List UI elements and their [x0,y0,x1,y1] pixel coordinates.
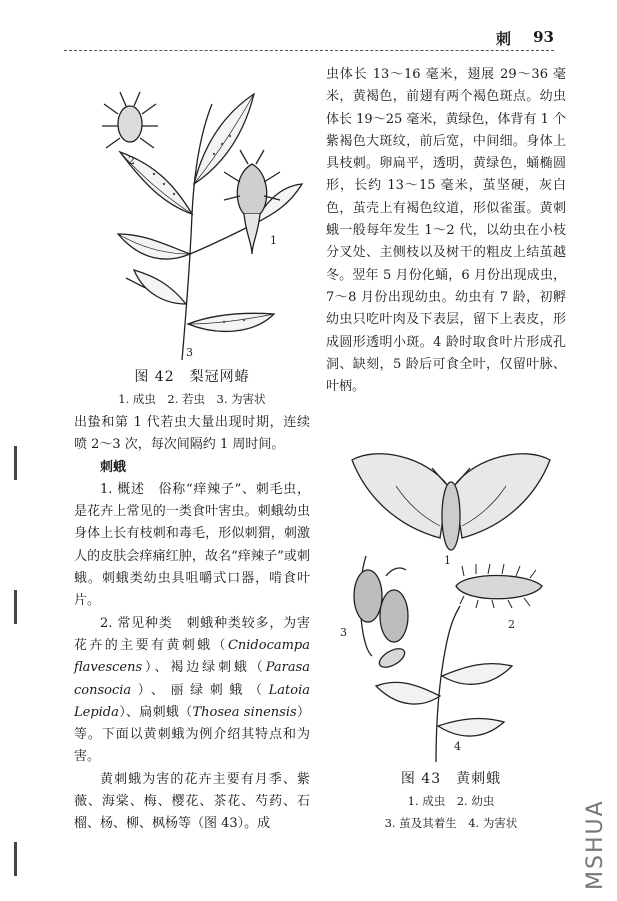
left-paragraph-1: 出蛰和第 1 代若虫大量出现时期，连续喷 2～3 次，每次间隔约 1 周时间。 [74,415,310,453]
fig42-label-1: 1 [270,234,277,247]
left-paragraph-hosts: 黄刺蛾为害的花卉主要有月季、紫薇、海棠、梅、樱花、茶花、芍药、石榴、杨、柳、枫杨等（图 43）。成 [74,771,310,832]
figure-43-parts-2: 3. 茧及其着生 4. 为害状 [384,816,518,830]
header-title: 刺 [495,30,512,48]
scan-margin-mark [14,446,17,480]
scan-margin-mark [14,590,17,624]
right-text-column [326,64,566,398]
figure-43-drawing [336,446,566,766]
figure-43-title: 图 43 黄刺蛾 [400,771,502,787]
species-latin-1: Cnidocampa flavescens [74,637,310,676]
species-latin-2: Parasa consocia [74,660,310,698]
figure-43-caption [336,768,566,834]
watermark-text: MSHUA [583,799,608,890]
fig42-label-2: 2 [128,154,135,167]
figure-43-illustration [336,446,566,766]
header-rule [64,50,554,51]
species-text-1: 2. 常见种类 刺蛾种类较多，为害花卉的主要有黄刺蛾（ [74,615,310,653]
left-paragraph-overview: 1. 概述 俗称“痒辣子”、刺毛虫，是花卉上常见的一类食叶害虫。刺蛾幼虫身体上长有枝刺和毒毛，形似刺猬，刺激人的皮肤会痒痛红肿，故名“痒辣子”或刺蛾。刺蛾类幼虫具咀嚼式口器，啃食叶片。 [74,481,310,609]
fig43-label-1: 1 [444,554,451,567]
figure-42-caption [74,366,310,410]
species-text-5: ）等。下面以黄刺蛾为例介绍其特点和为害。 [74,704,310,765]
right-paragraph-1: 虫体长 13～16 毫米，翅展 29～36 毫米，黄褐色，前翅有两个褐色斑点。幼虫体长 19～25 毫米，黄绿色，体背有 1 个紫褐色大斑纹，前后宽，中间细。身体上具枝刺。卵扁平，透明，黄绿色，蛹椭圆形，长约 13～15 毫米，茧坚硬，灰白色，茧壳上有褐色纹道，形似雀蛋。黄刺蛾一般每年发生 1～2 代，以幼虫在小枝分叉处、主侧枝以及树干的粗皮上结茧越冬。翌年 5 月份化蛹，6 月份出现成虫，7～8 月份出现幼虫。幼虫有 7 龄，初孵幼虫只吃叶肉及下表层，留下上表皮，形成圆形透明小斑。4 龄时取食叶片形成孔洞、缺刻，5 龄后可食全叶，仅留叶脉、叶柄。 [326,67,566,395]
running-header [64,26,554,52]
figure-42-drawing [74,64,310,364]
left-text-column [74,412,310,836]
figure-42-title: 图 42 梨冠网蝽 [134,369,250,385]
species-text-2: ）、褐边绿刺蛾（ [142,660,266,676]
figure-42-illustration [74,64,310,364]
species-text-3: ）、丽绿刺蛾（ [131,682,269,698]
figure-42-parts: 1. 成虫 2. 若虫 3. 为害状 [118,392,266,406]
figure-43-parts-1: 1. 成虫 2. 幼虫 [407,794,495,808]
fig43-label-3: 3 [340,626,347,639]
species-latin-3: Latoia Lepida [74,682,310,720]
left-paragraph-species [74,613,310,769]
section-heading-cike: 刺蛾 [100,459,127,475]
fig42-label-3: 3 [186,346,193,359]
species-latin-4: Thosea sinensis [192,704,297,720]
species-text-4: ）、扁刺蛾（ [118,704,193,720]
fig43-label-2: 2 [508,618,515,631]
page-number: 93 [533,28,554,46]
scan-margin-mark [14,842,17,876]
fig43-label-4: 4 [454,740,461,753]
